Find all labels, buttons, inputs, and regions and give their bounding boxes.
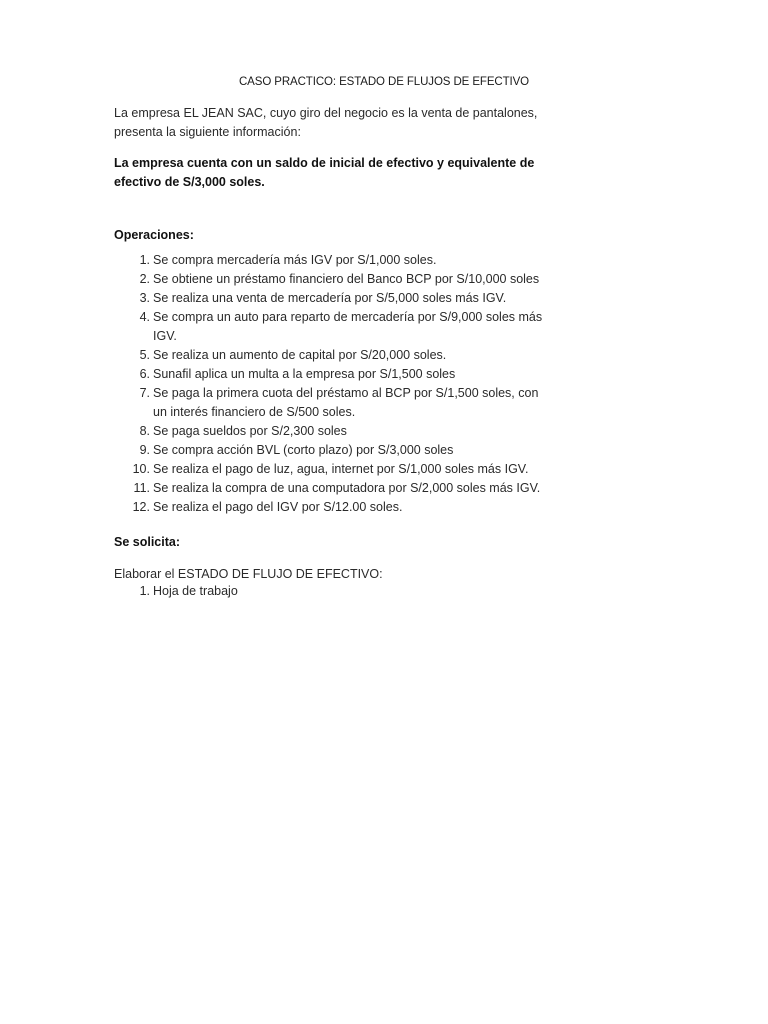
operation-item <box>114 479 554 498</box>
operation-item <box>114 422 554 441</box>
operation-item <box>114 498 554 517</box>
operation-number: 4. <box>139 310 150 324</box>
request-text: Elaborar el ESTADO DE FLUJO DE EFECTIVO: <box>114 567 383 581</box>
operation-item <box>114 346 554 365</box>
document-title: CASO PRACTICO: ESTADO DE FLUJOS DE EFECTIVO <box>238 76 530 88</box>
operation-item <box>114 270 554 289</box>
operation-text: Se realiza una venta de mercadería por S/5,000 soles más IGV. <box>153 291 507 305</box>
initial-balance-statement: La empresa cuenta con un saldo de inicial de efectivo y equivalente de efectivo de S/3,000 soles. <box>114 156 535 189</box>
operation-item <box>114 289 554 308</box>
operation-number: 1. <box>139 253 150 267</box>
operation-item <box>114 308 554 346</box>
operation-text: Se obtiene un préstamo financiero del Banco BCP por S/10,000 soles <box>153 272 540 286</box>
request-item <box>114 582 238 601</box>
operation-text: Se realiza un aumento de capital por S/20,000 soles. <box>153 348 447 362</box>
request-item-text: Hoja de trabajo <box>153 584 238 598</box>
operation-text: Se paga la primera cuota del préstamo al BCP por S/1,500 soles, con un interés financiero de S/500 soles. <box>153 386 539 419</box>
operation-item <box>114 365 554 384</box>
operation-text: Se compra un auto para reparto de mercadería por S/9,000 soles más IGV. <box>153 310 543 343</box>
operation-item <box>114 460 554 479</box>
operations-heading: Operaciones: <box>114 228 194 242</box>
operation-number: 6. <box>139 367 150 381</box>
operation-text: Se compra acción BVL (corto plazo) por S/3,000 soles <box>153 443 454 457</box>
operation-text: Se paga sueldos por S/2,300 soles <box>153 424 347 438</box>
intro-paragraph: La empresa EL JEAN SAC, cuyo giro del negocio es la venta de pantalones, presenta la siguiente información: <box>114 106 538 139</box>
request-heading: Se solicita: <box>114 535 180 549</box>
operation-text: Se realiza el pago del IGV por S/12.00 soles. <box>153 500 403 514</box>
operation-number: 9. <box>139 443 150 457</box>
operation-number: 10. <box>132 462 150 476</box>
operation-text: Sunafil aplica un multa a la empresa por S/1,500 soles <box>153 367 456 381</box>
operation-number: 3. <box>139 291 150 305</box>
operation-number: 11. <box>133 481 150 495</box>
operation-item <box>114 441 554 460</box>
operation-number: 12. <box>132 500 150 514</box>
request-list <box>114 582 238 601</box>
operation-text: Se compra mercadería más IGV por S/1,000 soles. <box>153 253 437 267</box>
operation-item <box>114 384 554 422</box>
operations-list <box>114 251 554 517</box>
operation-number: 8. <box>139 424 150 438</box>
operation-number: 5. <box>139 348 150 362</box>
operation-item <box>114 251 554 270</box>
request-item-number: 1. <box>139 584 150 598</box>
operation-number: 2. <box>139 272 150 286</box>
operation-text: Se realiza el pago de luz, agua, internet por S/1,000 soles más IGV. <box>153 462 529 476</box>
operation-number: 7. <box>139 386 150 400</box>
operation-text: Se realiza la compra de una computadora por S/2,000 soles más IGV. <box>153 481 541 495</box>
